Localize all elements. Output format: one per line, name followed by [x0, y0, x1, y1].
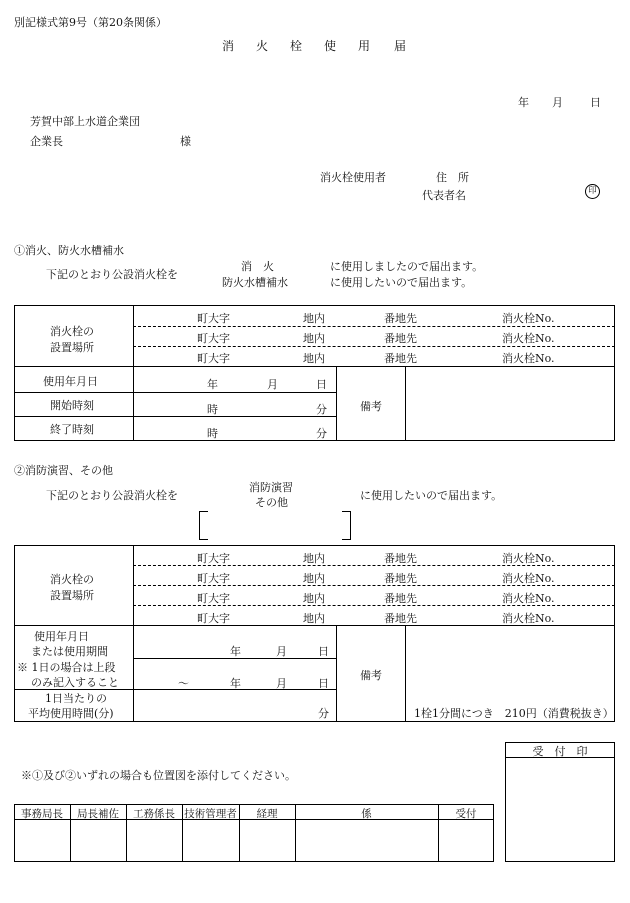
receipt-stamp-label: 受 付 印 — [532, 745, 588, 758]
approval-header: 経理 — [256, 808, 278, 820]
title-char: 届 — [394, 39, 407, 53]
hydrant-no-field: 消火栓No. — [502, 312, 555, 325]
number-field: 番地先 — [384, 572, 417, 585]
section2-heading: ②消防演習、その他 — [14, 464, 113, 477]
section2-location-label: 設置場所 — [50, 589, 94, 602]
hydrant-no-field: 消火栓No. — [502, 592, 555, 605]
day-unit: 日 — [318, 677, 329, 690]
approval-header: 係 — [361, 808, 372, 820]
month-unit: 月 — [267, 378, 278, 391]
address-label: 住 所 — [436, 171, 469, 184]
town-field: 町大字 — [197, 332, 230, 345]
lot-field: 地内 — [303, 552, 325, 565]
addressee-org: 芳賀中部上水道企業団 — [30, 115, 140, 128]
section2-lead: 下記のとおり公設消火栓を — [46, 489, 178, 502]
hydrant-no-field: 消火栓No. — [502, 612, 555, 625]
number-field: 番地先 — [384, 352, 417, 365]
approval-header: 受付 — [455, 808, 477, 820]
end-time-label: 終了時刻 — [50, 423, 94, 436]
hour-unit: 時 — [207, 427, 218, 440]
section1-lead: 下記のとおり公設消火栓を — [46, 268, 178, 281]
approval-header: 技術管理者 — [184, 808, 237, 820]
receipt-stamp-box — [505, 742, 615, 862]
approval-header: 事務局長 — [21, 808, 63, 820]
minute-unit: 分 — [316, 403, 327, 416]
section2-option-drill: 消防演習 — [249, 481, 293, 494]
town-field: 町大字 — [197, 612, 230, 625]
section1-heading: ①消火、防火水槽補水 — [14, 244, 124, 257]
hydrant-no-field: 消火栓No. — [502, 352, 555, 365]
section2-tail: に使用したいので届出ます。 — [360, 489, 503, 502]
seal-char: 印 — [588, 186, 597, 196]
number-field: 番地先 — [384, 312, 417, 325]
seal-mark — [585, 184, 600, 199]
addressee-title: 企業長 — [30, 135, 63, 148]
month-unit: 月 — [276, 645, 287, 658]
section1-location-label: 設置場所 — [50, 341, 94, 354]
date-month: 月 — [552, 96, 563, 109]
town-field: 町大字 — [197, 572, 230, 585]
section2-remarks-label: 備考 — [360, 669, 382, 682]
representative-label: 代表者名 — [422, 189, 466, 202]
number-field: 番地先 — [384, 332, 417, 345]
form-number: 別記様式第9号（第20条関係） — [14, 16, 167, 29]
month-unit: 月 — [276, 677, 287, 690]
town-field: 町大字 — [197, 312, 230, 325]
number-field: 番地先 — [384, 612, 417, 625]
lot-field: 地内 — [303, 592, 325, 605]
date-day: 日 — [590, 96, 601, 109]
period-label: 使用年月日 — [34, 630, 89, 643]
section1-tail-future: に使用したいので届出ます。 — [330, 276, 473, 289]
section2-option-other: その他 — [255, 496, 288, 509]
section2-location-label: 消火栓の — [50, 573, 94, 586]
section1-tail-past: に使用しましたので届出ます。 — [330, 260, 484, 273]
day-unit: 日 — [318, 645, 329, 658]
period-note: ※ 1日の場合は上段 — [17, 661, 116, 674]
title-char: 栓 — [290, 39, 303, 53]
number-field: 番地先 — [384, 552, 417, 565]
year-unit: 年 — [207, 378, 218, 391]
addressee-sama: 様 — [180, 135, 191, 148]
approval-header: 工務係長 — [133, 808, 175, 820]
title-char: 火 — [256, 39, 269, 53]
date-year: 年 — [518, 96, 529, 109]
section1-option-tank: 防火水槽補水 — [222, 276, 288, 289]
attachment-note: ※①及び②いずれの場合も位置図を添付してください。 — [21, 769, 296, 782]
title-char: 消 — [222, 39, 235, 53]
approval-header: 局長補佐 — [77, 808, 119, 820]
fee-note: 1栓1分間につき 210円（消費税抜き） — [414, 707, 614, 720]
year-unit: 年 — [230, 645, 241, 658]
lot-field: 地内 — [303, 312, 325, 325]
hydrant-no-field: 消火栓No. — [502, 332, 555, 345]
title-char: 使 — [324, 39, 337, 53]
lot-field: 地内 — [303, 352, 325, 365]
year-unit: 年 — [230, 677, 241, 690]
avg-time-label: 1日当たりの — [45, 692, 107, 705]
town-field: 町大字 — [197, 352, 230, 365]
section1-remarks-label: 備考 — [360, 400, 382, 413]
section1-option-fire: 消 火 — [241, 260, 274, 273]
lot-field: 地内 — [303, 572, 325, 585]
town-field: 町大字 — [197, 552, 230, 565]
title-char: 用 — [358, 39, 371, 53]
day-unit: 日 — [316, 378, 327, 391]
applicant-label: 消火栓使用者 — [320, 171, 386, 184]
lot-field: 地内 — [303, 612, 325, 625]
minute-unit: 分 — [318, 707, 329, 720]
hour-unit: 時 — [207, 403, 218, 416]
town-field: 町大字 — [197, 592, 230, 605]
tilde: ～ — [178, 677, 189, 690]
number-field: 番地先 — [384, 592, 417, 605]
period-label: または使用期間 — [31, 645, 108, 658]
section1-location-label: 消火栓の — [50, 325, 94, 338]
start-time-label: 開始時刻 — [50, 399, 94, 412]
period-note: のみ記入すること — [31, 676, 119, 689]
minute-unit: 分 — [316, 427, 327, 440]
lot-field: 地内 — [303, 332, 325, 345]
hydrant-no-field: 消火栓No. — [502, 572, 555, 585]
use-date-label: 使用年月日 — [43, 375, 98, 388]
hydrant-no-field: 消火栓No. — [502, 552, 555, 565]
avg-time-label: 平均使用時間(分) — [28, 707, 114, 720]
